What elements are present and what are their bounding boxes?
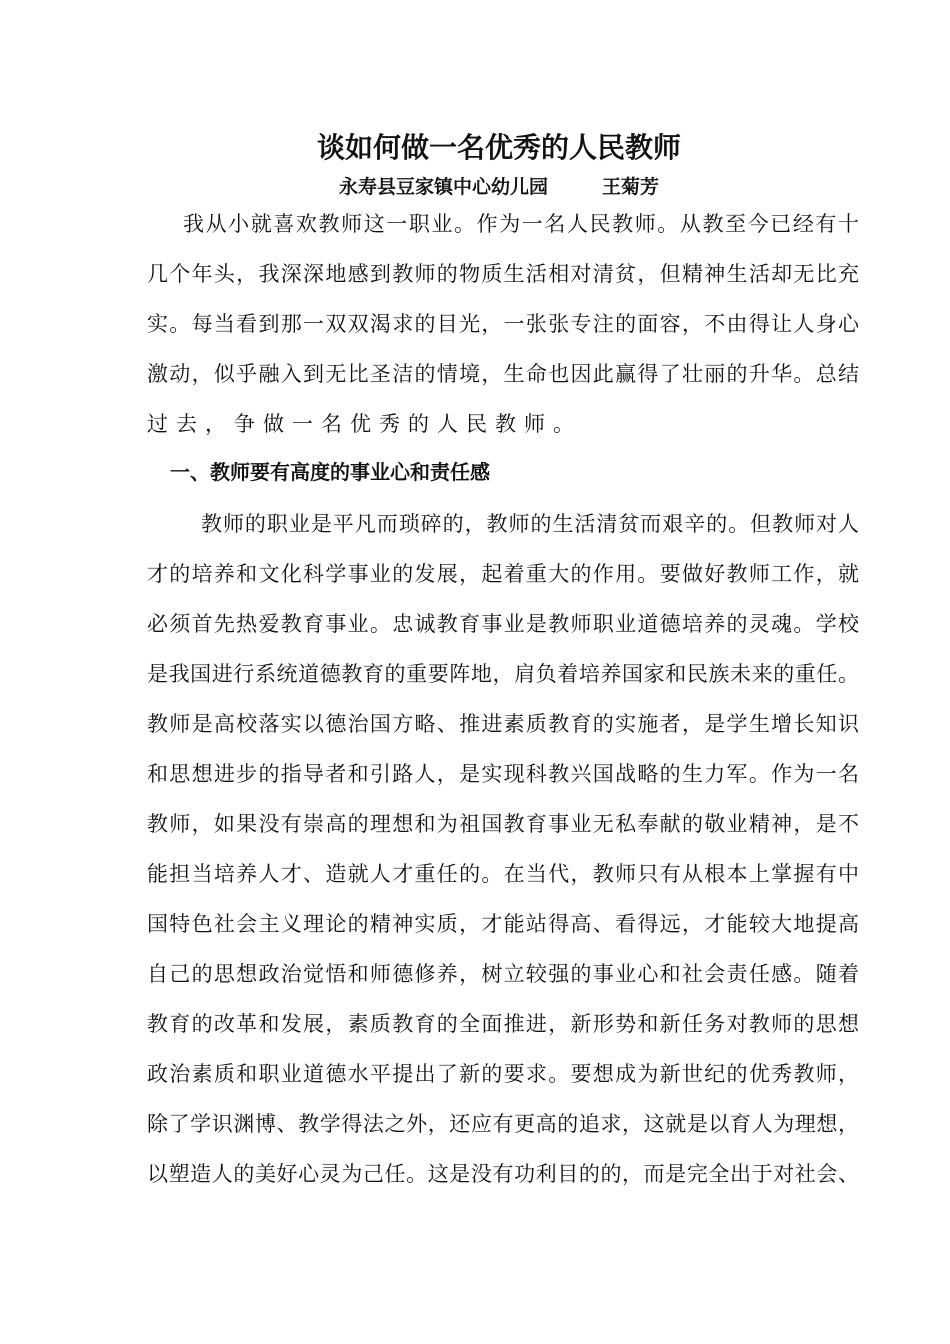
paragraph-line: 几个年头，我深深地感到教师的物质生活相对清贫，但精神生活却无比充 xyxy=(147,262,861,286)
paragraph-line: 实。每当看到那一双双渴求的目光，一张张专注的面容，不由得让人身心 xyxy=(147,312,861,336)
paragraph-line: 才的培养和文化科学事业的发展，起着重大的作用。要做好教师工作，就 xyxy=(147,562,861,586)
paragraph-line: 和思想进步的指导者和引路人，是实现科教兴国战略的生力军。作为一名 xyxy=(147,762,861,786)
paragraph-line: 政治素质和职业道德水平提出了新的要求。要想成为新世纪的优秀教师， xyxy=(147,1062,861,1086)
author-name: 王菊芳 xyxy=(602,176,660,198)
paragraph-line: 必须首先热爱教育事业。忠诚教育事业是教师职业道德培养的灵魂。学校 xyxy=(147,612,861,636)
intro-paragraph xyxy=(147,199,859,449)
document-title: 谈如何做一名优秀的人民教师 xyxy=(316,131,681,164)
paragraph-line: 教师是高校落实以德治国方略、推进素质教育的实施者，是学生增长知识 xyxy=(147,712,861,736)
section1-paragraph xyxy=(147,499,859,1199)
paragraph-line: 除了学识渊博、教学得法之外，还应有更高的追求，这就是以育人为理想， xyxy=(147,1112,860,1136)
paragraph-line: 激动，似乎融入到无比圣洁的情境，生命也因此赢得了壮丽的升华。总结 xyxy=(147,362,861,386)
paragraph-line: 能担当培养人才、造就人才重任的。在当代，教师只有从根本上掌握有中 xyxy=(147,862,861,886)
paragraph-line: 教育的改革和发展，素质教育的全面推进，新形势和新任务对教师的思想 xyxy=(147,1012,861,1036)
paragraph-line: 教师的职业是平凡而琐碎的，教师的生活清贫而艰辛的。但教师对人 xyxy=(201,512,860,536)
author-line xyxy=(0,172,950,202)
section-heading: 一、教师要有高度的事业心和责任感 xyxy=(170,460,490,484)
paragraph-line: 是我国进行系统道德教育的重要阵地，肩负着培养国家和民族未来的重任。 xyxy=(147,662,860,686)
paragraph-line: 自己的思想政治觉悟和师德修养，树立较强的事业心和社会责任感。随着 xyxy=(147,962,861,986)
author-organization: 永寿县豆家镇中心幼儿园 xyxy=(338,176,548,198)
paragraph-line: 国特色社会主义理论的精神实质，才能站得高、看得远，才能较大地提高 xyxy=(147,912,861,936)
paragraph-line: 教师，如果没有崇高的理想和为祖国教育事业无私奉献的敬业精神，是不 xyxy=(147,812,861,836)
paragraph-line: 以塑造人的美好心灵为己任。这是没有功利目的的，而是完全出于对社会、 xyxy=(147,1162,860,1186)
paragraph-line: 过去，争做一名优秀的人民教师。 xyxy=(147,412,582,436)
paragraph-line: 我从小就喜欢教师这一职业。作为一名人民教师。从教至今已经有十 xyxy=(183,212,861,236)
